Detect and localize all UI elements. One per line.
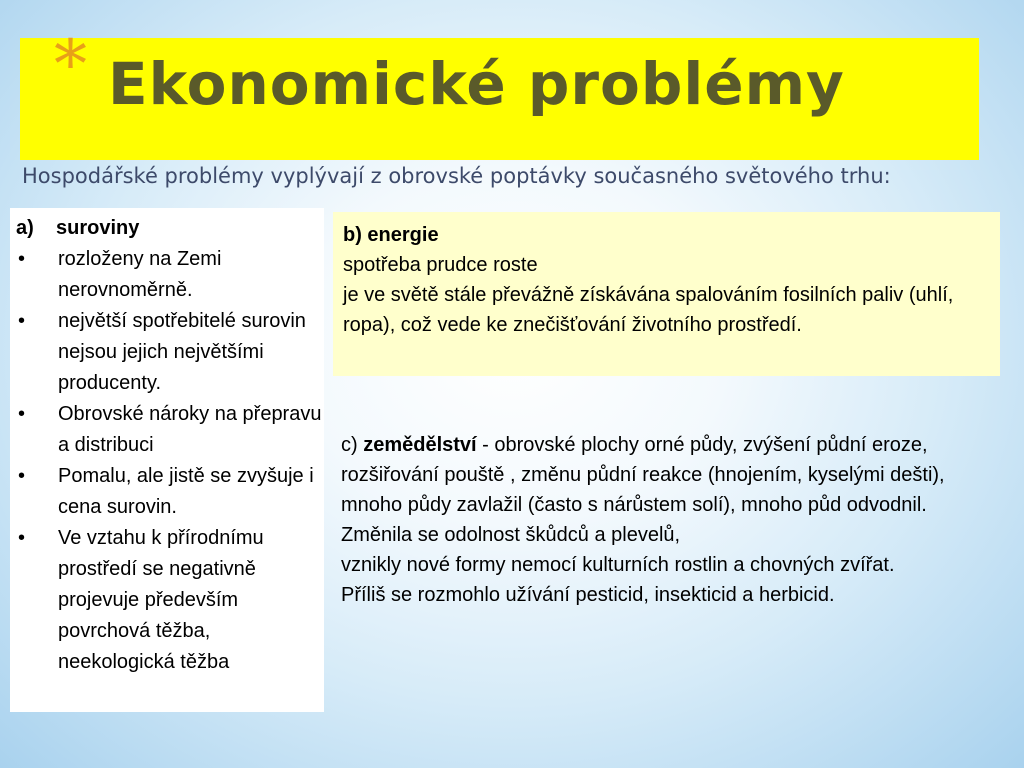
section-a-marker: a)	[16, 217, 34, 239]
bullet-icon: •	[18, 527, 26, 549]
list-item: • rozloženy na Zemi nerovnoměrně.	[16, 244, 324, 306]
asterisk-icon: *	[54, 26, 87, 103]
raw-materials-list	[16, 244, 324, 678]
section-c-line2: Změnila se odolnost škůdců a plevelů,	[341, 524, 681, 546]
section-c-line4: Příliš se rozmohlo užívání pesticid, insekticid a herbicid.	[341, 584, 835, 606]
section-c-paragraph	[341, 430, 1001, 520]
list-item: • největší spotřebitelé surovin nejsou jejich největšími producenty.	[16, 306, 324, 399]
list-item: • Obrovské nároky na přepravu a distribuci	[16, 399, 324, 461]
section-a-heading	[16, 214, 324, 242]
list-item: • Ve vztahu k přírodnímu prostředí se negativně projevuje především povrchová těžba, neekologická těžba	[16, 523, 324, 678]
section-b-line1: spotřeba prudce roste	[343, 254, 538, 276]
section-a-title: suroviny	[56, 217, 140, 239]
section-c-line3: vznikly nové formy nemocí kulturních rostlin a chovných zvířat.	[341, 554, 895, 576]
section-b-heading: b) energie	[343, 224, 439, 246]
section-raw-materials	[10, 208, 324, 712]
section-b-line2: je ve světě stále převážně získávána spalováním fosilních paliv (uhlí, ropa), což vede ke znečišťování životního prostředí.	[343, 284, 954, 336]
section-energy	[333, 212, 1000, 376]
section-agriculture	[341, 430, 1001, 610]
slide-title: Ekonomické problémy	[108, 50, 845, 118]
bullet-icon: •	[18, 465, 26, 487]
section-c-heading: zemědělství	[363, 434, 477, 456]
bullet-icon: •	[18, 248, 26, 270]
bullet-icon: •	[18, 310, 26, 332]
section-c-text: - obrovské plochy orné půdy, zvýšení půdní eroze, rozšiřování pouště , změnu půdní reakce (hnojením, kyselými dešti), mnoho půdy zavlažil (často s nárůstem solí), mnoho půd odvodnil.	[341, 434, 945, 516]
section-c-prefix: c)	[341, 434, 364, 456]
list-item: • Pomalu, ale jistě se zvyšuje i cena surovin.	[16, 461, 324, 523]
slide-subtitle: Hospodářské problémy vyplývají z obrovské poptávky současného světového trhu:	[22, 164, 891, 188]
bullet-icon: •	[18, 403, 26, 425]
